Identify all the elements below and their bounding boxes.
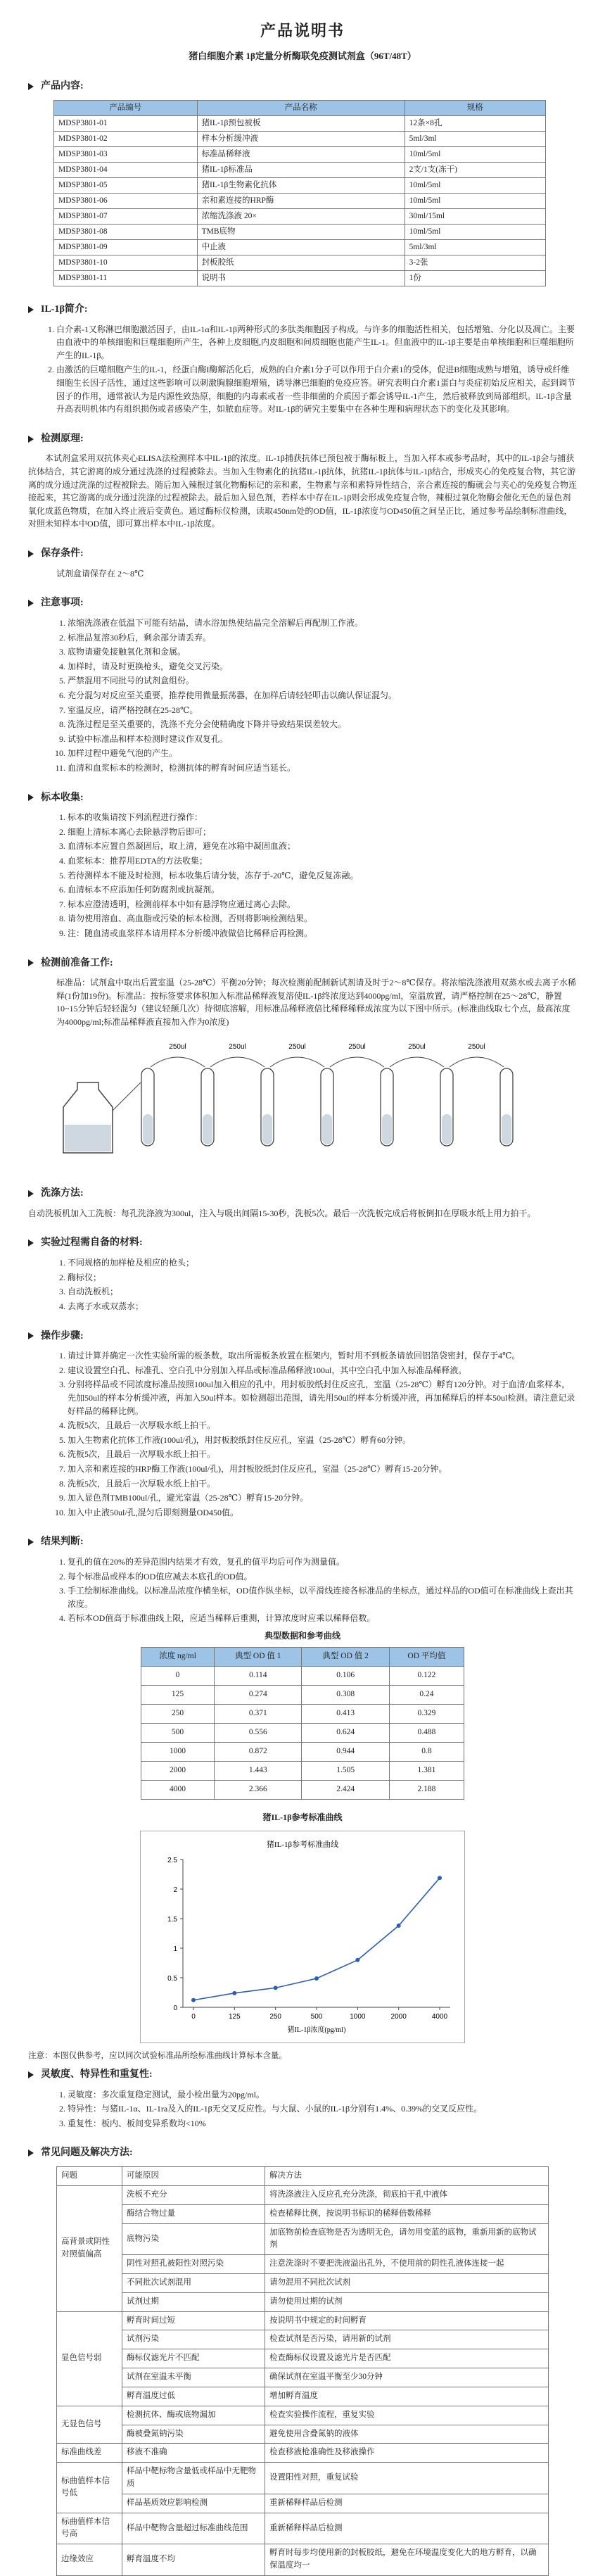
components-row (54, 162, 546, 177)
qa-cell: 按说明书中规定的时间孵育 (265, 2311, 549, 2330)
qa-row (57, 2387, 549, 2406)
data-cell: 1000 (141, 1742, 215, 1761)
stock-arrow (113, 1082, 141, 1111)
materials-list (28, 1256, 577, 1313)
data-row (141, 1723, 464, 1742)
qa-cell: 孵育温度不均 (122, 2544, 265, 2576)
qa-cell: 检查移液枪准确性及移液操作 (265, 2444, 549, 2463)
components-header: 规格 (405, 100, 545, 115)
data-cell: 500 (141, 1723, 215, 1742)
list-item: 9. 加入显色剂TMB100ul/孔，避光室温（25-28℃）孵育15-20分钟。 (68, 1491, 577, 1505)
data-row (141, 1761, 464, 1780)
components-row (54, 270, 546, 286)
section-materials: 实验过程需自备的材料: (28, 1235, 577, 1251)
y-tick-label: 1 (173, 1945, 177, 1954)
qa-cell: 试剂污染 (122, 2330, 265, 2349)
data-cell: 4000 (141, 1780, 215, 1799)
list-item: 3. 血清标本应置自然凝固后，取上清，避免在冰箱中凝固血液； (68, 840, 577, 853)
qa-cell: 酶结合物过量 (122, 2204, 265, 2223)
components-cell: MDSP3801-06 (54, 193, 198, 208)
data-cell: 0.872 (215, 1742, 302, 1761)
qa-cell: 重新稀释样品后检测 (265, 2494, 549, 2513)
qa-row (57, 2544, 549, 2576)
data-cell: 0.944 (302, 1742, 389, 1761)
tube-liquid (382, 1114, 392, 1144)
x-tick-label: 125 (228, 2013, 241, 2021)
qa-row (57, 2204, 549, 2223)
data-row (141, 1685, 464, 1704)
list-item: 4. 若标本OD值高于标准曲线上限，应适当稀释后重测，计算浓度时应乘以稀释倍数。 (68, 1612, 577, 1625)
transfer-label: 250ul (348, 1042, 366, 1051)
bullet-triangle-icon (28, 2149, 34, 2157)
components-cell: MDSP3801-05 (54, 177, 198, 193)
qa-row (57, 2255, 549, 2274)
qa-problem: 标曲值样本信号低 (57, 2463, 122, 2513)
chart-caption: 猪IL-1β参考标准曲线 (262, 1812, 343, 1822)
qa-problem: 标曲值样本信号高 (57, 2513, 122, 2544)
components-cell: 2支/1支(冻干) (405, 162, 545, 177)
components-header: 产品名称 (197, 100, 405, 115)
bullet-triangle-icon (28, 436, 34, 443)
manual-page (28, 0, 577, 2576)
qa-cell: 注意洗涤时不要把洗液溢出孔外，不使用前的阴性孔液体连接一起 (265, 2255, 549, 2274)
section-components: 产品内容: (28, 79, 577, 94)
qa-problem: 高背景或阴性对照值偏高 (57, 2185, 122, 2311)
components-cell: 1份 (405, 270, 545, 286)
data-cell: 250 (141, 1704, 215, 1723)
list-item: 7. 加入亲和素连接的HRP酶工作液(100ul/孔)，用封板胶纸封住反应孔，室温（25-28℃）孵育15-20分钟。 (68, 1463, 577, 1476)
qa-problem: 标准曲线差 (57, 2444, 122, 2463)
qa-cell: 将洗涤液注入反应孔充分洗涤，彻底拍干孔中液体 (265, 2185, 549, 2204)
stock-liquid (65, 1125, 111, 1151)
transfer-arrow (210, 1057, 265, 1067)
qa-problem: 无显色信号 (57, 2406, 122, 2444)
x-tick-label: 500 (310, 2013, 323, 2021)
list-item: 2. 酶标仪； (68, 1271, 577, 1284)
bullet-triangle-icon (28, 959, 34, 966)
section-qa: 常见问题及解决方法: (28, 2145, 577, 2161)
data-point (232, 1991, 236, 1995)
list-item: 3. 手工绘制标准曲线。以标准品浓度作横坐标，OD值作纵坐标，以平滑线连接各标准品的坐标点，通过样品的OD值可在标准曲线上查出其浓度。 (68, 1584, 577, 1610)
y-tick-label: 0 (173, 2004, 177, 2013)
chart-title: 猪IL-1β参考标准曲线 (266, 1841, 339, 1850)
components-cell: 中止液 (197, 239, 405, 255)
qa-cell: 检查实验操作流程，重复实验 (265, 2406, 549, 2425)
qa-cell: 样品中靶标物含量低或样品中无靶物质 (122, 2463, 265, 2494)
principle-text: 本试剂盒采用双抗体夹心ELISA法检测样本中IL-1β的浓度。IL-1β捕获抗体已预包被于酶标板上，当加入样本或参考品时，其中的IL-1β会与捕获抗体结合，其它游离的成分通过洗涤的过程被除去。当加入生物素化的抗猪IL-1β抗体，抗猪IL-1β抗体与IL-1β结合，形成夹心的免疫复合物，其它游离的成分通过洗涤的过程被除去。随后加入辣根过氧化物酶标记的亲和素，生物素与亲和素特异性结合，亲合素连接的酶就会与夹心的免疫复合物连接起来，其它游离的成分通过洗涤的过程被除去。最后加入显色剂，若样本中存在IL-1β则会形成免疫复合物，辣根过氧化物酶会催化无色的显色剂氧化成蓝色物质，在加入终止液后变黄色。通过酶标仪检测，读取450nm处的OD值，IL-1β浓度与OD450值之间呈正比，通过参考品绘制标准曲线，对照未知样本中OD值，即可算出样本中IL-1β浓度。 (28, 453, 578, 529)
components-cell: 30ml/15ml (405, 208, 545, 224)
data-cell: 0.106 (302, 1666, 389, 1685)
data-cell: 0.624 (302, 1723, 389, 1742)
data-cell: 0.308 (302, 1685, 389, 1704)
transfer-label: 250ul (288, 1042, 306, 1051)
list-item: 3. 底物请避免接触氧化剂和金属。 (68, 645, 577, 659)
data-row (141, 1742, 464, 1761)
components-cell: 10ml/5ml (405, 224, 545, 239)
transfer-label: 250ul (408, 1042, 426, 1051)
data-row (141, 1704, 464, 1723)
data-cell: 0.114 (215, 1666, 302, 1685)
calc-list (28, 1555, 577, 1625)
transfer-arrow (450, 1057, 504, 1067)
tube-liquid (502, 1114, 511, 1144)
list-item: 1. 白介素-1又称淋巴细胞激活因子，由IL-1α和IL-1β两种形式的多肽类细胞因子构成。与许多的细胞活性相关，包括增殖、分化以及凋亡。主要由血液中的单核细胞和巨噬细胞所产生，各种上皮细胞,内皮细胞和间质细胞也能产生IL-1。但血液中的IL-1β主要是由单核细胞和巨噬细胞所产生的IL-1β。 (56, 323, 577, 362)
data-cell: 0.122 (389, 1666, 464, 1685)
components-cell: 说明书 (197, 270, 405, 286)
page-title: 产品说明书 (260, 23, 345, 40)
components-row (54, 255, 546, 270)
data-cell: 0.329 (389, 1704, 464, 1723)
bullet-triangle-icon (28, 1539, 34, 1546)
qa-row (57, 2223, 549, 2255)
components-table (53, 100, 546, 286)
qa-cell: 移液不准确 (122, 2444, 265, 2463)
data-point (191, 1998, 196, 2002)
components-cell: 12条×8孔 (405, 115, 545, 131)
qa-row (57, 2311, 549, 2330)
qa-cell: 孵育时间过短 (122, 2311, 265, 2330)
list-item: 9. 试验中标准品和样本检测时建议作双复孔。 (68, 733, 577, 746)
qa-header: 解决方法 (265, 2167, 549, 2186)
transfer-label: 250ul (229, 1042, 246, 1051)
qa-row (57, 2349, 549, 2368)
chart-note: 注意：本图仅供参考，应以同次试验标准品所绘标准曲线计算标本含量。 (28, 2052, 287, 2061)
transfer-label: 250ul (169, 1042, 186, 1051)
components-cell: 猪IL-1β生物素化抗体 (197, 177, 405, 193)
page-subtitle: 猪白细胞介素 1β定量分析酶联免疫测试剂盒（96T/48T） (189, 51, 416, 62)
components-cell: MDSP3801-08 (54, 224, 198, 239)
components-cell: MDSP3801-10 (54, 255, 198, 270)
section-calc: 结果判断: (28, 1534, 577, 1550)
qa-cell: 检测抗体、酶或底物漏加 (122, 2406, 265, 2425)
section-notes: 注意事项: (28, 595, 577, 611)
components-row (54, 193, 546, 208)
qa-row (57, 2513, 549, 2544)
tube-liquid (203, 1114, 212, 1144)
list-item: 6. 洗板5次，且最后一次厚吸水纸上拍干。 (68, 1448, 577, 1461)
list-item: 3. 自动洗板机； (68, 1285, 577, 1299)
qa-row (57, 2185, 549, 2204)
list-item: 10. 加样过程中避免气泡的产生。 (68, 747, 577, 760)
list-item: 4. 去离子水或双蒸水； (68, 1300, 577, 1313)
section-perf: 灵敏度、特异性和重复性: (28, 2067, 577, 2083)
components-cell: MDSP3801-09 (54, 239, 198, 255)
components-cell: TMB底物 (197, 224, 405, 239)
list-item: 4. 加样时，请及时更换枪头，避免交叉污染。 (68, 660, 577, 674)
transfer-arrow (330, 1057, 384, 1067)
data-row (141, 1666, 464, 1685)
data-cell: 0.488 (389, 1723, 464, 1742)
data-point (397, 1924, 401, 1928)
data-point (274, 1986, 278, 1990)
list-item: 5. 加入生物素化抗体工作液(100ul/孔)，用封板胶纸封住反应孔，室温（25-28℃）孵育60分钟。 (68, 1434, 577, 1447)
qa-cell: 检查酶标仪设置及滤光片是否匹配 (265, 2349, 549, 2368)
tube-liquid (262, 1114, 272, 1144)
x-tick-label: 1000 (350, 2013, 366, 2021)
qa-cell: 检查稀释比例，按说明书标识的稀释倍数稀释 (265, 2204, 549, 2223)
components-cell: 猪IL-1β预包被板 (197, 115, 405, 131)
section-storage: 保存条件: (28, 546, 577, 562)
data-cell: 0 (141, 1666, 215, 1685)
y-tick-label: 0.5 (167, 1975, 177, 1983)
qa-problem: 显色信号弱 (57, 2311, 122, 2406)
list-item: 2. 每个标准品或样本的OD值应减去本底孔的OD值。 (68, 1570, 577, 1584)
qa-cell: 阴性对照孔被阳性对照污染 (122, 2255, 265, 2274)
chart-svg (141, 1831, 464, 2043)
section-intro: IL-1β简介: (28, 302, 577, 317)
data-point (314, 1976, 319, 1981)
typical-data-table (141, 1647, 464, 1800)
y-tick-label: 1.5 (167, 1916, 177, 1924)
components-cell: MDSP3801-03 (54, 146, 198, 162)
sample-list (28, 811, 577, 940)
bullet-triangle-icon (28, 1332, 34, 1339)
components-cell: 样本分析缓冲液 (197, 131, 405, 146)
data-cell: 0.8 (389, 1742, 464, 1761)
section-procedure: 操作步骤: (28, 1329, 577, 1344)
list-item: 9. 注：随血清或血浆样本请用样本分析缓冲液做倍比稀释后再检测。 (68, 927, 577, 940)
components-header: 产品编号 (54, 100, 198, 115)
x-tick-label: 2000 (390, 2013, 407, 2021)
tube-liquid (143, 1114, 153, 1144)
data-cell: 0.413 (302, 1704, 389, 1723)
qa-row (57, 2463, 549, 2494)
section-wash: 洗涤方法: (28, 1186, 577, 1201)
components-row (54, 239, 546, 255)
qa-cell: 设置阳性对照，重复试验 (265, 2463, 549, 2494)
qa-row (57, 2494, 549, 2513)
list-item: 1. 不同规格的加样枪及相应的枪头； (68, 1256, 577, 1270)
list-item: 2. 细胞上清标本离心去除悬浮物后即可； (68, 826, 577, 839)
qa-cell: 试剂在室温未平衡 (122, 2368, 265, 2387)
perf-list (28, 2088, 577, 2130)
list-item: 2. 特异性：与猪IL-1α、IL-1ra及入的IL-1β无交叉反应性。与大鼠、小鼠的IL-1β分别有1.4%、0.39%的交叉反应性。 (68, 2102, 577, 2116)
data-cell: 2.366 (215, 1780, 302, 1799)
components-cell: MDSP3801-04 (54, 162, 198, 177)
y-tick-label: 2.5 (167, 1857, 177, 1865)
bullet-triangle-icon (28, 83, 34, 90)
components-row (54, 146, 546, 162)
list-item: 3. 分别将样品或不同浓度标准品按照100ul加入相应的孔中，用封板胶纸封住反应孔，室温（25-28℃）孵育120分钟。对于血清/血浆样本，先加50ul的样本分析缓冲液，再加入50ul样本。如检测超出范围，请先用50ul的样本分析缓冲液，再加稀释后的样本50ul检测。请注意记录好样品的稀释比例。 (68, 1378, 577, 1418)
list-item: 10. 加入中止液50ul/孔,混匀后即刻测量OD450值。 (68, 1506, 577, 1520)
list-item: 3. 重复性：板内、板间变异系数均<10% (68, 2117, 577, 2130)
components-cell: MDSP3801-02 (54, 131, 198, 146)
data-point (355, 1958, 359, 1962)
components-cell: 标准品稀释液 (197, 146, 405, 162)
qa-row (57, 2444, 549, 2463)
list-item: 1. 灵敏度：多次重复稳定测试，最小检出量为20pg/ml。 (68, 2088, 577, 2102)
qa-row (57, 2292, 549, 2311)
data-cell: 1.381 (389, 1761, 464, 1780)
qa-cell: 不同批次试剂混用 (122, 2274, 265, 2293)
notes-list (28, 617, 577, 775)
qa-cell: 增加孵育温度 (265, 2387, 549, 2406)
series-line (193, 1878, 440, 2000)
qa-cell: 孵育时每步均使用新的封板胶纸，避免在环境温度变化大的地方孵育，以确保温度均一 (265, 2544, 549, 2576)
list-item: 8. 洗涤过程是至关重要的，洗涤不充分会使精确度下降并导致结果误差较大。 (68, 718, 577, 731)
components-cell: MDSP3801-07 (54, 208, 198, 224)
components-cell: 10ml/5ml (405, 177, 545, 193)
data-cell: 125 (141, 1685, 215, 1704)
storage-text: 试剂盒请保存在 2～8℃ (56, 568, 144, 579)
components-row (54, 208, 546, 224)
data-cell: 0.371 (215, 1704, 302, 1723)
list-item: 8. 洗板5次，且最后一次厚吸水纸上拍干。 (68, 1477, 577, 1491)
bullet-triangle-icon (28, 600, 34, 607)
standard-curve-chart (140, 1831, 465, 2043)
components-row (54, 224, 546, 239)
components-row (54, 177, 546, 193)
x-tick-label: 4000 (431, 2013, 448, 2021)
qa-cell: 加底物前检查底物是否为透明无色，请勿用变蓝的底物，重新用新的底物试剂 (265, 2223, 549, 2255)
qa-row (57, 2274, 549, 2293)
list-item: 1. 标本的收集请按下列流程进行操作： (68, 811, 577, 824)
data-cell: 0.24 (389, 1685, 464, 1704)
bullet-triangle-icon (28, 1190, 34, 1197)
data-cell: 2.424 (302, 1780, 389, 1799)
data-cell: 1.443 (215, 1761, 302, 1780)
bullet-triangle-icon (28, 794, 34, 801)
data-header: 浓度 ng/ml (141, 1647, 215, 1666)
tube-liquid (442, 1114, 452, 1144)
list-item: 1. 浓缩洗涤液在低温下可能有结晶，请水浴加热使结晶完全溶解后再配制工作液。 (68, 617, 577, 630)
transfer-arrow (270, 1057, 324, 1067)
data-row (141, 1780, 464, 1799)
qa-cell: 确保试剂在室温平衡至少30分钟 (265, 2368, 549, 2387)
transfer-label: 250ul (468, 1042, 485, 1051)
list-item: 6. 血清标本不应添加任何防腐剂或抗凝剂。 (68, 883, 577, 897)
data-header: 典型 OD 值 1 (215, 1647, 302, 1666)
list-item: 7. 室温反应，请严格控制在25-28℃。 (68, 704, 577, 717)
qa-cell: 请勿混用不同批次试剂 (265, 2274, 549, 2293)
qa-cell: 重新稀释样品后检测 (265, 2513, 549, 2544)
dilution-text: 标准品：试剂盒中取出后置室温（25-28℃）平衡20分钟；每次检测前配制新试剂请及时于2～8℃保存。将浓缩洗涤液用双蒸水或去离子水稀释(1份加19份)。标准品：按标签要求体积加入标准品稀释液复溶使IL-1β终浓度达到4000pg/ml，室温放置，请严格控制在25～28℃，静置10~15分钟后轻轻混匀（建议轻颠几次）待彻底溶解，用标准品稀释液倍比稀释稀释成浓度为以下图中所示。(标准曲线取七个点，最高浓度为4000pg/ml;标准品稀释液直接加入作为0浓度) (56, 978, 576, 1028)
qa-cell: 避免使用含叠氮钠的液体 (265, 2425, 549, 2444)
qa-row (57, 2425, 549, 2444)
bullet-triangle-icon (28, 306, 34, 313)
x-tick-label: 0 (191, 2013, 196, 2021)
qa-table (56, 2166, 549, 2576)
components-cell: MDSP3801-11 (54, 270, 198, 286)
list-item: 1. 复孔的值在20%的差异范围内结果才有效，复孔的值平均后可作为测量值。 (68, 1555, 577, 1569)
wash-text: 自动洗板机加入工洗板：每孔洗涤液为300ul，注入与吸出间隔15-30秒，洗板5次。最后一次洗板完成后将板倒扣在厚吸水纸上用力拍干。 (28, 1208, 536, 1218)
components-row (54, 131, 546, 146)
components-cell: 浓缩洗涤液 20× (197, 208, 405, 224)
dilution-tubes-diagram (28, 1040, 521, 1160)
data-header: OD 平均值 (389, 1647, 464, 1666)
components-cell: 3-2张 (405, 255, 545, 270)
components-cell: MDSP3801-01 (54, 115, 198, 131)
section-sample: 标本收集: (28, 790, 577, 806)
list-item: 2. 建议设置空白孔、标准孔、空白孔中分别加入样品或标准品稀释液100ul，其中空白孔中加入标准品稀释液。 (68, 1364, 577, 1377)
data-cell: 2.188 (389, 1780, 464, 1799)
qa-problem: 边缘效应 (57, 2544, 122, 2576)
data-cell: 1.505 (302, 1761, 389, 1780)
qa-row (57, 2406, 549, 2425)
list-item: 1. 请过计算并确定一次性实验所需的板条数，取出所需板条放置在框架内，暂时用不到板条请放回铝箔袋密封，保存于4℃。 (68, 1349, 577, 1363)
list-item: 4. 洗板5次，且最后一次厚吸水纸上拍干。 (68, 1419, 577, 1432)
list-item: 8. 请勿使用溶血、高血脂或污染的标本检测，否则将影响检测结果。 (68, 912, 577, 926)
qa-cell: 样品中靶物含量超过标准曲线范围 (122, 2513, 265, 2544)
transfer-arrow (390, 1057, 444, 1067)
x-tick-label: 250 (269, 2013, 282, 2021)
qa-cell: 底物污染 (122, 2223, 265, 2255)
section-dilution: 检测前准备工作: (28, 956, 577, 971)
components-cell: 封板胶纸 (197, 255, 405, 270)
y-tick-label: 2 (173, 1886, 177, 1895)
list-item: 5. 若待测样本不能及时检测，标本收集后请分装，冻存于-20℃，避免反复冻融。 (68, 869, 577, 883)
qa-cell: 样品基质效应影响检测 (122, 2494, 265, 2513)
components-cell: 10ml/5ml (405, 146, 545, 162)
components-cell: 5ml/3ml (405, 239, 545, 255)
section-principle: 检测原理: (28, 431, 577, 447)
data-cell: 2000 (141, 1761, 215, 1780)
list-item: 2. 标准品复溶30秒后，剩余部分请丢弃。 (68, 631, 577, 645)
transfer-arrow (151, 1057, 205, 1067)
x-axis-label: 猪IL-1β浓度(pg/ml) (287, 2026, 346, 2035)
list-item: 4. 血浆标本：推荐用EDTA的方法收集； (68, 854, 577, 868)
qa-cell: 酶标仪滤光片不匹配 (122, 2349, 265, 2368)
qa-header: 问题 (57, 2167, 122, 2186)
components-cell: 猪IL-1β标准品 (197, 162, 405, 177)
qa-cell: 检查试剂是否污染，请用新的试剂 (265, 2330, 549, 2349)
list-item: 2. 由激活的巨噬细胞产生的IL-1，经蛋白酶I酶解活化后，成熟的白介素1分子可以作用于白介素1的受体，促进B细胞成熟与增殖，诱导或纤维细胞生长因子活性，通过这些影响可以刺激胸腺细胞增殖，诱导淋巴细胞的免疫应答。研究表明白介素1蛋白与炎症初始反应相关，起到调节因子的作用，通常被认为是内源性致热原，细胞的内毒素或者一些非细菌的介质因子都会诱导IL-1产生，然后被释放到局部组织。IL-1β含量升高表明机体内有组织损伤或者感染产生，如脓血症等。对IL-1β的研究主要集中在各种生理和病理状态下的变化及其影响。 (56, 363, 577, 415)
bullet-triangle-icon (28, 550, 34, 557)
data-point (438, 1876, 442, 1880)
list-item: 5. 严禁混用不同批号的试剂盒组份。 (68, 674, 577, 688)
data-cell: 0.274 (215, 1685, 302, 1704)
components-cell: 亲和素连接的HRP酶 (197, 193, 405, 208)
qa-row (57, 2330, 549, 2349)
qa-cell: 洗板不充分 (122, 2185, 265, 2204)
qa-cell: 请勿使用过期的试剂 (265, 2292, 549, 2311)
components-cell: 5ml/3ml (405, 131, 545, 146)
data-header: 典型 OD 值 2 (302, 1647, 389, 1666)
qa-cell: 孵育温度过低 (122, 2387, 265, 2406)
data-cell: 0.556 (215, 1723, 302, 1742)
list-item: 6. 充分混匀对反应至关重要，推荐使用微量振荡器，在加样后请轻轻叩击以确认保证混匀。 (68, 689, 577, 702)
intro-list (28, 323, 577, 416)
components-row (54, 115, 546, 131)
qa-cell: 酶被叠氮钠污染 (122, 2425, 265, 2444)
bullet-triangle-icon (28, 2071, 34, 2078)
procedure-list (28, 1349, 577, 1519)
qa-row (57, 2368, 549, 2387)
qa-header: 可能原因 (122, 2167, 265, 2186)
list-item: 11. 血清和血浆标本的检测时，检测抗体的孵育时间应适当延长。 (68, 762, 577, 775)
tube-liquid (322, 1114, 332, 1144)
data-table-caption: 典型数据和参考曲线 (264, 1631, 340, 1641)
qa-cell: 试剂过期 (122, 2292, 265, 2311)
bullet-triangle-icon (28, 1239, 34, 1246)
components-cell: 10ml/5ml (405, 193, 545, 208)
list-item: 7. 标本应澄清透明，检测前样本中如有悬浮物应通过离心去除。 (68, 898, 577, 911)
